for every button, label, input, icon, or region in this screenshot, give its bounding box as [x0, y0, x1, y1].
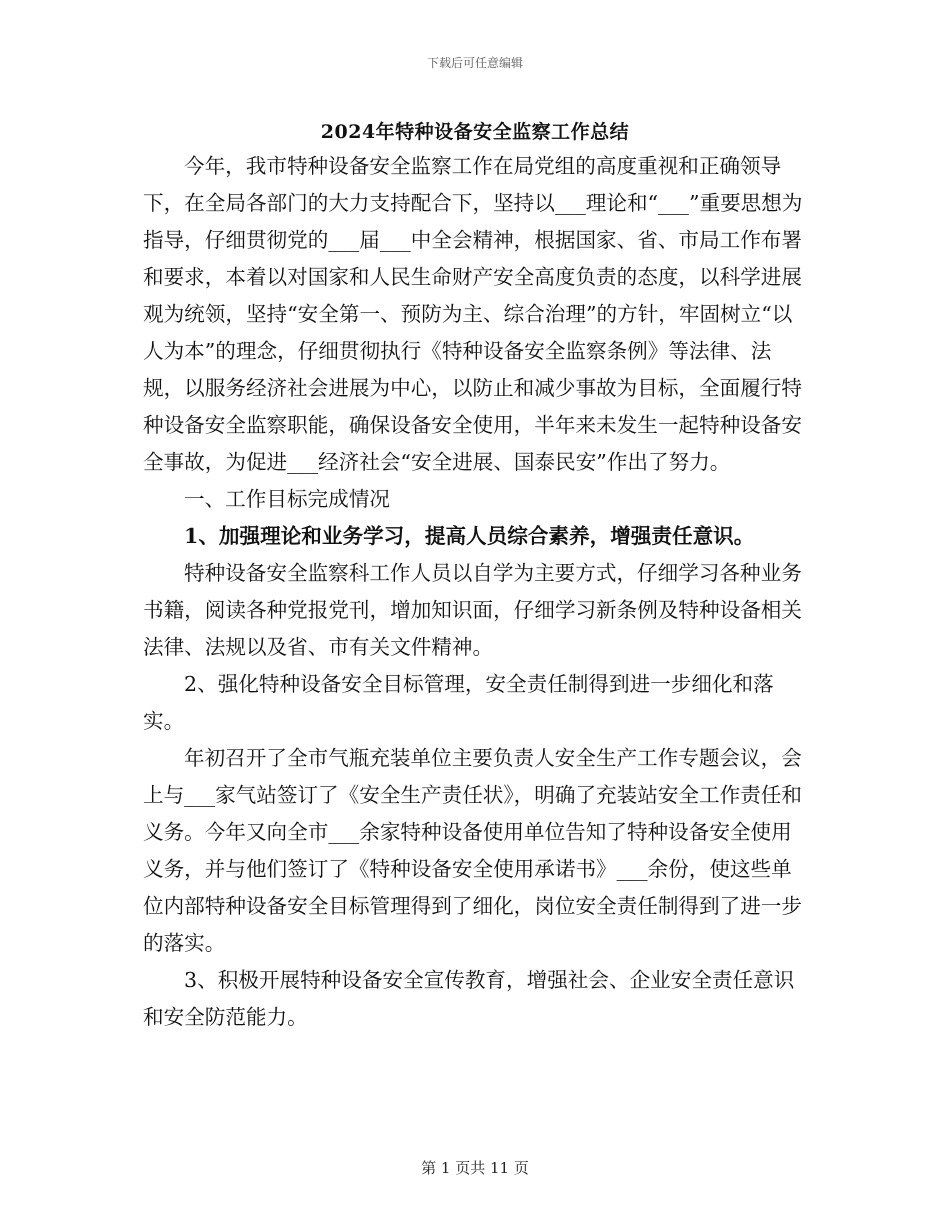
document-title: 2024年特种设备安全监察工作总结 [320, 121, 630, 143]
section-heading: 一、工作目标完成情况 [184, 487, 390, 511]
paragraph-intro: 今年，我市特种设备安全监察工作在局党组的高度重视和正确领导下，在全局各部门的大力支持配合下，坚持以___理论和“___”重要思想为指导，仔细贯彻党的___届___中全会精神，根据国家、省、市局工作布署和要求，本着以对国家和人民生命财产安全高度负责的态度，以科学进展观为统领，坚持“安全第一、预防为主、综合治理”的方针，牢固树立“以人为本”的理念，仔细贯彻执行《特种设备安全监察条例》等法律、法规，以服务经济社会进展为中心，以防止和减少事故为目标，全面履行特种设备安全监察职能，确保设备安全使用，半年来未发生一起特种设备安全事故，为促进___经济社会“安全进展、国泰民安”作出了努力。 [143, 154, 803, 474]
subheading-1: 1、加强理论和业务学习，提高人员综合素养，增强责任意识。 [184, 524, 755, 548]
document-body [143, 148, 805, 1036]
paragraph-study: 特种设备安全监察科工作人员以自学为主要方式，仔细学习各种业务书籍，阅读各种党报党刊，增加知识面，仔细学习新条例及特种设备相关法律、法规以及省、市有关文件精神。 [143, 561, 802, 659]
subheading-3: 3、积极开展特种设备安全宣传教育，增强社会、企业安全责任意识和安全防范能力。 [143, 968, 795, 1029]
paragraph-responsibility: 年初召开了全市气瓶充装单位主要负责人安全生产工作专题会议，会上与___家气站签订了《安全生产责任状》，明确了充装站安全工作责任和义务。今年又向全市___余家特种设备使用单位告知了特种设备安全使用义务，并与他们签订了《特种设备安全使用承诺书》___余份，使这些单位内部特种设备安全目标管理得到了细化，岗位安全责任制得到了进一步的落实。 [143, 746, 802, 955]
subheading-2: 2、强化特种设备安全目标管理，安全责任制得到进一步细化和落实。 [143, 672, 774, 733]
page-footer: 第 1 页共 11 页 [421, 1159, 529, 1177]
page-header: 下载后可任意编辑 [426, 56, 523, 70]
